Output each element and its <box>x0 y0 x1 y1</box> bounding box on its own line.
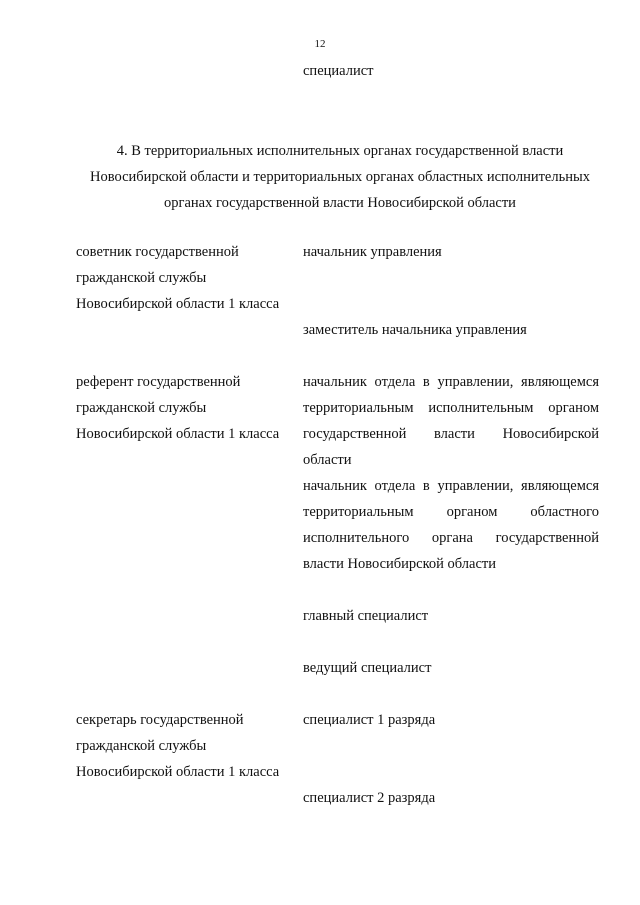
position-head-of-department: начальник управления <box>303 244 442 260</box>
rank-line: гражданской службы <box>76 400 207 416</box>
position-specialist-1st-grade: специалист 1 разряда <box>303 712 436 728</box>
rank-line: референт государственной <box>76 374 241 390</box>
rank-cell-advisor <box>76 239 298 317</box>
rank-line: гражданской службы <box>76 738 207 754</box>
rank-cell-referent <box>76 369 298 447</box>
rank-line: секретарь государственной <box>76 712 244 728</box>
position-deputy-head-of-department: заместитель начальника управления <box>303 322 527 338</box>
rank-cell-secretary <box>76 707 298 785</box>
page-number: 12 <box>314 38 326 50</box>
position-head-of-division-territorial-body: начальник отдела в управлении, являющемся территориальным органом областного исполнительного органа государственной власти Новосибирской области <box>303 478 599 572</box>
rank-line: гражданской службы <box>76 270 207 286</box>
rank-line: Новосибирской области 1 класса <box>76 426 280 442</box>
continued-position-text: специалист <box>303 63 374 79</box>
position-leading-specialist: ведущий специалист <box>303 660 432 676</box>
section-heading: 4. В территориальных исполнительных органах государственной власти Новосибирской области и территориальных органах областных исполнительных органах государственной власти Новосибирской области <box>90 143 590 211</box>
rank-line: Новосибирской области 1 класса <box>76 764 280 780</box>
position-head-of-division-territorial-executive-body: начальник отдела в управлении, являющемся территориальным исполнительным органом государственной власти Новосибирской области <box>303 374 599 468</box>
rank-line: Новосибирской области 1 класса <box>76 296 280 312</box>
position-specialist-2nd-grade: специалист 2 разряда <box>303 790 436 806</box>
rank-line: советник государственной <box>76 244 239 260</box>
position-chief-specialist: главный специалист <box>303 608 429 624</box>
